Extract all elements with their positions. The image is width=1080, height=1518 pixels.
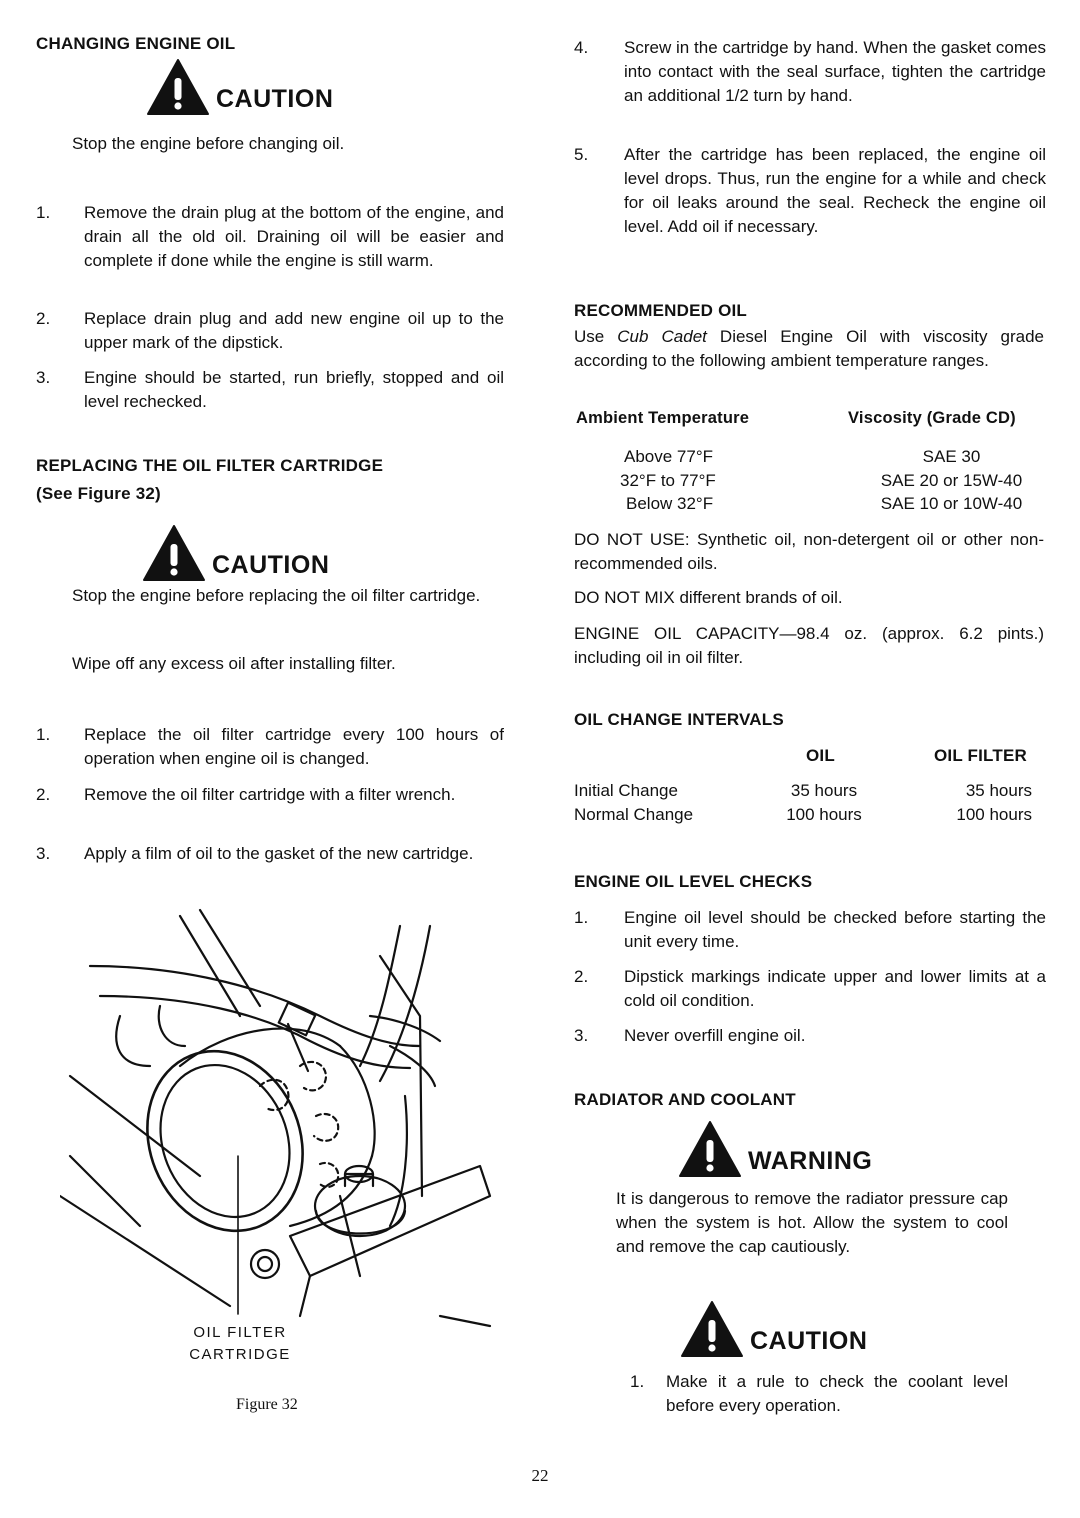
intervals-header-oil: OIL [806, 746, 835, 765]
list-item [630, 1370, 1008, 1418]
list-text: Replace the oil filter cartridge every 100 hours of operation when engine oil is changed. [84, 725, 504, 768]
intervals-cell: 100 hours [956, 805, 1032, 824]
caution-notice [146, 58, 333, 116]
intervals-heading: OIL CHANGE INTERVALS [574, 710, 784, 729]
filter-subheading: (See Figure 32) [36, 484, 161, 503]
temp-table-cell: Above 77°F [624, 447, 714, 466]
list-number: 2. [574, 967, 589, 986]
list-text: Dipstick markings indicate upper and lower limits at a cold oil condition. [624, 967, 1046, 1010]
list-text: Remove the drain plug at the bottom of the engine, and drain all the old oil. Draining oil will be easier and complete if done while the engine is still warm. [84, 203, 504, 270]
filter-heading: REPLACING THE OIL FILTER CARTRIDGE [36, 456, 384, 475]
do-not-use-text [574, 528, 1044, 576]
page-number: 22 [531, 1466, 549, 1485]
label-span: DO NOT MIX [574, 588, 675, 607]
list-number: 2. [36, 785, 51, 804]
temp-table-cell: SAE 20 or 15W-40 [880, 471, 1023, 490]
list-item [574, 965, 1046, 1013]
list-text: Make it a rule to check the coolant level before every operation. [666, 1372, 1008, 1415]
list-text: Never overfill engine oil. [624, 1026, 806, 1045]
intervals-cell: Normal Change [574, 805, 694, 824]
text-span: Use [574, 327, 618, 346]
temp-table-cell: SAE 10 or 10W-40 [880, 494, 1023, 513]
intervals-cell: 35 hours [790, 781, 858, 800]
figure-caption: Figure 32 [236, 1396, 298, 1413]
temp-table-cell: 32°F to 77°F [620, 471, 716, 490]
list-number: 1. [574, 908, 589, 927]
list-text: Apply a film of oil to the gasket of the new cartridge. [84, 844, 474, 863]
list-number: 3. [36, 368, 51, 387]
caution-word: CAUTION [750, 1327, 868, 1355]
warning-triangle-icon [142, 524, 206, 582]
label-span: ENGINE OIL CAPACITY [574, 624, 780, 643]
list-text: Screw in the cartridge by hand. When the gasket comes into contact with the seal surface, tighten the cartridge an additional 1/2 turn by hand. [624, 38, 1046, 105]
list-text: Engine should be started, run briefly, stopped and oil level rechecked. [84, 368, 504, 411]
warning-triangle-icon [146, 58, 210, 116]
recommended-oil-text [574, 325, 1044, 373]
caution-word: CAUTION [216, 85, 334, 113]
list-item [574, 143, 1046, 263]
caution-text: Stop the engine before replacing the oil filter cartridge. [72, 586, 481, 605]
intervals-cell: Initial Change [574, 781, 678, 800]
text-span: Diesel Engine Oil with viscosity grade according to the following ambient temperature ranges. [574, 327, 1044, 370]
list-number: 5. [574, 145, 589, 164]
caution-word: CAUTION [212, 551, 330, 579]
list-item [36, 783, 504, 831]
list-number: 4. [574, 38, 589, 57]
changing-oil-heading: CHANGING ENGINE OIL [36, 34, 236, 53]
temp-table-cell: Below 32°F [626, 494, 714, 513]
text-span: Synthetic oil, non-detergent oil or other non-recommended oils. [574, 530, 1044, 573]
list-number: 1. [36, 725, 51, 744]
temp-table-cell: SAE 30 [922, 447, 981, 466]
caution-text: Stop the engine before changing oil. [72, 134, 345, 153]
list-item [574, 906, 1046, 954]
list-number: 3. [574, 1026, 589, 1045]
figure-label [160, 1322, 320, 1366]
radiator-heading: RADIATOR AND COOLANT [574, 1090, 796, 1109]
temp-table-header-temp: Ambient Temperature [576, 409, 750, 427]
text-span: —98.4 oz. (approx. 6.2 pints.) including oil in oil filter. [574, 624, 1044, 667]
list-number: 3. [36, 844, 51, 863]
oil-filter-illustration [60, 896, 500, 1336]
warning-notice [678, 1120, 872, 1178]
warning-triangle-icon [680, 1300, 744, 1358]
list-item [36, 366, 504, 414]
list-item [574, 36, 1046, 132]
caution-notice [680, 1300, 867, 1358]
list-number: 2. [36, 309, 51, 328]
list-item [36, 307, 504, 355]
warning-text: It is dangerous to remove the radiator pressure cap when the system is hot. Allow the system to cool and remove the cap cautiously. [616, 1189, 1008, 1256]
figure-label-line: OIL FILTER [193, 1324, 287, 1341]
recommended-oil-heading: RECOMMENDED OIL [574, 301, 747, 320]
list-text: After the cartridge has been replaced, the engine oil level drops. Thus, run the engine for a while and check for oil leaks around the seal. Recheck the engine oil level. Add oil if necessary. [624, 145, 1046, 236]
list-item [36, 723, 504, 771]
list-text: Remove the oil filter cartridge with a filter wrench. [84, 785, 456, 804]
label-span: DO NOT USE: [574, 530, 690, 549]
do-not-mix-text [574, 586, 843, 610]
capacity-text [574, 622, 1044, 670]
warning-word: WARNING [748, 1147, 873, 1175]
list-item [36, 842, 504, 890]
list-number: 1. [630, 1372, 645, 1391]
list-text: Engine oil level should be checked before starting the unit every time. [624, 908, 1046, 951]
text-span: different brands of oil. [674, 588, 843, 607]
wipe-text: Wipe off any excess oil after installing filter. [72, 654, 396, 673]
list-item [36, 201, 504, 297]
level-checks-heading: ENGINE OIL LEVEL CHECKS [574, 872, 813, 891]
figure-label-line: CARTRIDGE [189, 1346, 291, 1363]
list-item [574, 1024, 1046, 1048]
intervals-cell: 100 hours [786, 805, 862, 824]
caution-notice [142, 524, 329, 582]
brand-name: Cub Cadet [617, 327, 707, 346]
intervals-header-filter: OIL FILTER [934, 746, 1027, 765]
intervals-cell: 35 hours [965, 781, 1032, 800]
list-text: Replace drain plug and add new engine oil up to the upper mark of the dipstick. [84, 309, 504, 352]
temp-table-header-viscosity: Viscosity (Grade CD) [848, 409, 1016, 427]
warning-triangle-icon [678, 1120, 742, 1178]
list-number: 1. [36, 203, 51, 222]
